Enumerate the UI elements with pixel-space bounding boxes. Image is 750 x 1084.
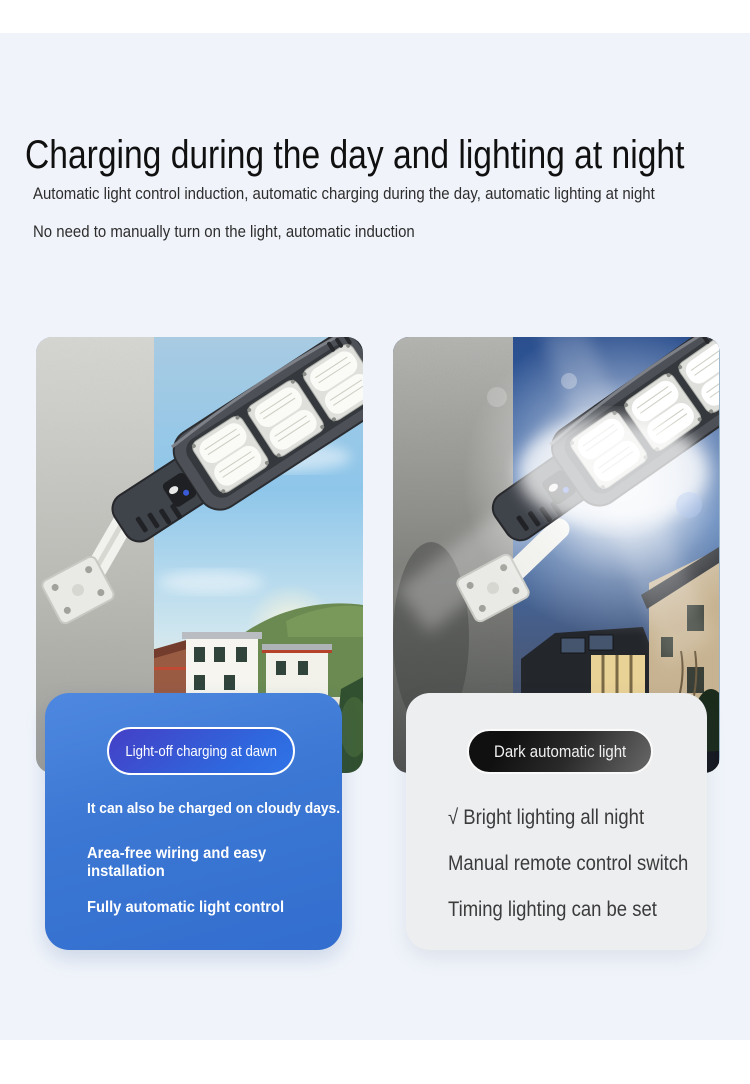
night-info-card — [406, 693, 707, 950]
day-feature-2: Area-free wiring and easy installation — [87, 845, 267, 880]
day-feature-1: It can also be charged on cloudy days. — [87, 800, 341, 817]
top-strip — [0, 0, 750, 33]
subtitle-line-2: No need to manually turn on the light, automatic induction — [33, 222, 415, 241]
night-feature-2: Manual remote control switch — [448, 852, 689, 875]
night-badge-label: Dark automatic light — [493, 741, 627, 761]
bottom-strip — [0, 1040, 750, 1084]
night-feature-1: √ Bright lighting all night — [448, 806, 645, 829]
day-badge-pill — [107, 727, 295, 775]
night-badge-pill — [467, 729, 653, 774]
day-info-card — [45, 693, 342, 950]
subtitle-line-1: Automatic light control induction, automatic charging during the day, automatic lighting at night — [33, 184, 655, 203]
day-feature-3: Fully automatic light control — [87, 899, 285, 916]
night-feature-3: Timing lighting can be set — [448, 898, 657, 921]
day-badge-label: Light-off charging at dawn — [125, 742, 277, 760]
page-title: Charging during the day and lighting at night — [25, 132, 685, 177]
